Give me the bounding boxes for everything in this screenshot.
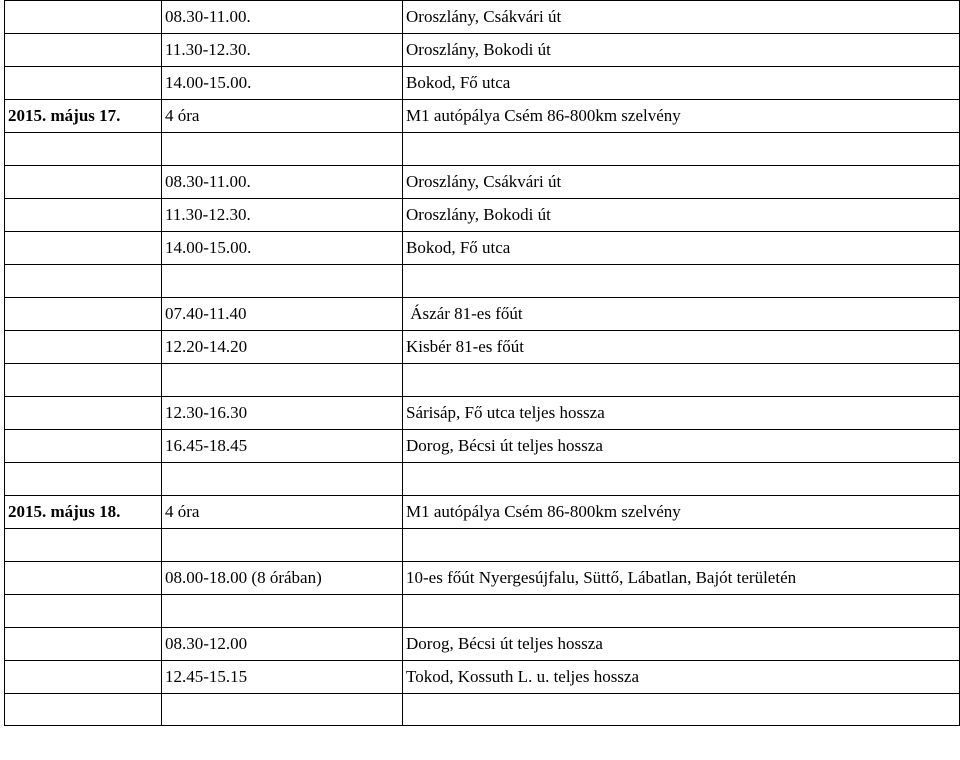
time-cell: [162, 694, 403, 726]
table-row: [5, 496, 960, 529]
date-cell: [5, 232, 162, 265]
location-cell: [403, 133, 960, 166]
date-cell: [5, 595, 162, 628]
time-cell: 12.20-14.20: [162, 331, 403, 364]
schedule-body: [5, 1, 960, 726]
table-row: [5, 529, 960, 562]
date-cell: [5, 67, 162, 100]
time-cell: 08.30-12.00: [162, 628, 403, 661]
time-cell: 08.00-18.00 (8 órában): [162, 562, 403, 595]
table-row: [5, 199, 960, 232]
location-cell: M1 autópálya Csém 86-800km szelvény: [403, 100, 960, 133]
location-cell: Bokod, Fő utca: [403, 67, 960, 100]
table-row: [5, 397, 960, 430]
location-cell: Dorog, Bécsi út teljes hossza: [403, 628, 960, 661]
table-row: [5, 364, 960, 397]
time-cell: [162, 133, 403, 166]
date-cell: [5, 265, 162, 298]
location-cell: [403, 595, 960, 628]
date-cell: [5, 694, 162, 726]
date-cell: [5, 133, 162, 166]
date-cell: 2015. május 17.: [5, 100, 162, 133]
table-row: [5, 298, 960, 331]
location-cell: Oroszlány, Bokodi út: [403, 34, 960, 67]
location-cell: Kisbér 81-es főút: [403, 331, 960, 364]
table-row: [5, 265, 960, 298]
location-cell: [403, 463, 960, 496]
table-row: [5, 628, 960, 661]
location-cell: M1 autópálya Csém 86-800km szelvény: [403, 496, 960, 529]
table-row: [5, 430, 960, 463]
table-row: [5, 67, 960, 100]
table-row: [5, 100, 960, 133]
date-cell: [5, 628, 162, 661]
schedule-table: [4, 0, 960, 726]
time-cell: [162, 265, 403, 298]
table-row: [5, 133, 960, 166]
table-row: [5, 463, 960, 496]
location-cell: [403, 694, 960, 726]
location-cell: [403, 265, 960, 298]
table-row: [5, 562, 960, 595]
table-row: [5, 331, 960, 364]
location-cell: Dorog, Bécsi út teljes hossza: [403, 430, 960, 463]
location-cell: 10-es főút Nyergesújfalu, Süttő, Lábatlan, Bajót területén: [403, 562, 960, 595]
table-row: [5, 166, 960, 199]
time-cell: [162, 529, 403, 562]
location-cell: Sárisáp, Fő utca teljes hossza: [403, 397, 960, 430]
date-cell: 2015. május 18.: [5, 496, 162, 529]
time-cell: 12.30-16.30: [162, 397, 403, 430]
time-cell: [162, 595, 403, 628]
table-row: [5, 694, 960, 726]
location-cell: Tokod, Kossuth L. u. teljes hossza: [403, 661, 960, 694]
table-row: [5, 661, 960, 694]
date-cell: [5, 331, 162, 364]
time-cell: [162, 463, 403, 496]
date-cell: [5, 562, 162, 595]
location-cell: Oroszlány, Bokodi út: [403, 199, 960, 232]
time-cell: 14.00-15.00.: [162, 67, 403, 100]
time-cell: 12.45-15.15: [162, 661, 403, 694]
time-cell: [162, 364, 403, 397]
location-cell: Bokod, Fő utca: [403, 232, 960, 265]
time-cell: 14.00-15.00.: [162, 232, 403, 265]
date-cell: [5, 661, 162, 694]
location-cell: Oroszlány, Csákvári út: [403, 1, 960, 34]
date-cell: [5, 199, 162, 232]
table-row: [5, 1, 960, 34]
time-cell: 08.30-11.00.: [162, 166, 403, 199]
date-cell: [5, 463, 162, 496]
location-cell: [403, 529, 960, 562]
table-row: [5, 34, 960, 67]
time-cell: 16.45-18.45: [162, 430, 403, 463]
date-cell: [5, 166, 162, 199]
date-cell: [5, 34, 162, 67]
location-cell: [403, 364, 960, 397]
date-cell: [5, 364, 162, 397]
location-cell: Ászár 81-es főút: [403, 298, 960, 331]
location-cell: Oroszlány, Csákvári út: [403, 166, 960, 199]
date-cell: [5, 298, 162, 331]
date-cell: [5, 430, 162, 463]
date-cell: [5, 529, 162, 562]
table-row: [5, 232, 960, 265]
time-cell: 07.40-11.40: [162, 298, 403, 331]
time-cell: 08.30-11.00.: [162, 1, 403, 34]
date-cell: [5, 397, 162, 430]
date-cell: [5, 1, 162, 34]
time-cell: 11.30-12.30.: [162, 34, 403, 67]
table-row: [5, 595, 960, 628]
time-cell: 4 óra: [162, 100, 403, 133]
time-cell: 11.30-12.30.: [162, 199, 403, 232]
time-cell: 4 óra: [162, 496, 403, 529]
